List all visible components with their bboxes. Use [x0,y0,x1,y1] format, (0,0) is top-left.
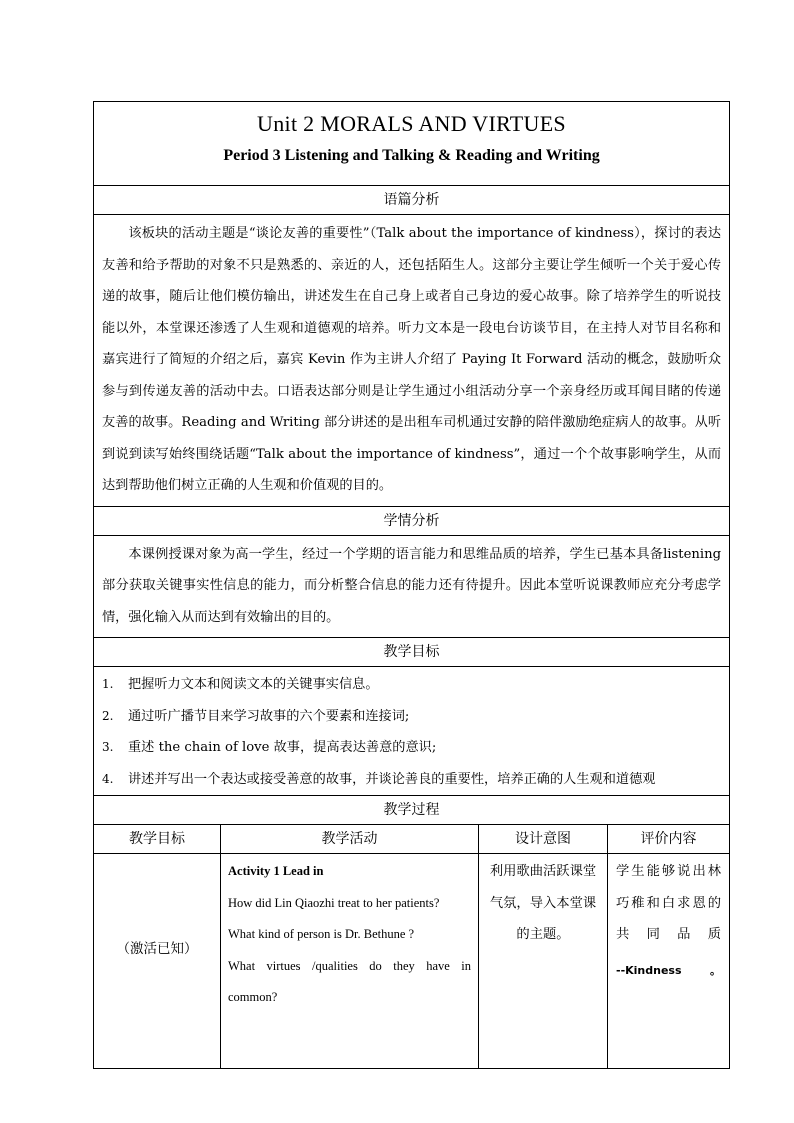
row-intent: 利用歌曲活跃课堂气氛，导入本堂课的主题。 [479,854,608,1069]
evaluation-text: 学生能够说出林巧稚和白求恩的共同品质 [616,864,722,942]
text-analysis-heading: 语篇分析 [94,186,730,215]
student-analysis-cell [94,535,730,638]
activity-title: Activity 1 Lead in [228,864,324,878]
unit-title: Unit 2 MORALS AND VIRTUES [257,111,566,136]
row-evaluation [608,854,730,1069]
row-objective: （激活已知） [94,854,221,1069]
student-analysis-heading: 学情分析 [94,506,730,535]
column-header-evaluation: 评价内容 [608,825,730,854]
goal-text: 通过听广播节目来学习故事的六个要素和连接词; [128,708,410,724]
title-cell [94,102,730,186]
column-header-activity: 教学活动 [221,825,479,854]
table-row [94,854,730,1069]
goal-item [102,732,721,764]
goal-item [102,764,721,796]
column-header-intent: 设计意图 [479,825,608,854]
row-activity [221,854,479,1069]
student-analysis-body: 本课例授课对象为高一学生，经过一个学期的语言能力和思维品质的培养，学生已基本具备listening 部分获取关键事实性信息的能力，而分析整合信息的能力还有待提升。因此本堂听说课教师应充分考虑学情，强化输入从而达到有效输出的目的。 [102,546,722,625]
teaching-goals-cell [94,667,730,796]
column-header-objective: 教学目标 [94,825,221,854]
period-title: Period 3 Listening and Talking & Reading and Writing [223,147,600,164]
activity-question: How did Lin Qiaozhi treat to her patients? [228,895,440,910]
text-analysis-body: 该板块的活动主题是“谈论友善的重要性”（Talk about the importance of kindness），探讨的表达友善和给予帮助的对象不只是熟悉的、亲近的人，还包括陌生人。这部分主要让学生倾听一个关于爱心传递的故事，随后让他们模仿输出，讲述发生在自己身上或者自己身边的爱心故事。除了培养学生的听说技能以外，本堂课还渗透了人生观和道德观的培养。听力文本是一段电台访谈节目，在主持人对节目名称和嘉宾进行了简短的介绍之后，嘉宾 Kevin 作为主讲人介绍了 Paying It Forward 活动的概念，鼓励听众参与到传递友善的活动中去。口语表达部分则是让学生通过小组活动分享一个亲身经历或耳闻目睹的传递友善的故事。Reading and Writing 部分讲述的是出租车司机通过安静的陪伴激励绝症病人的故事。从听到说到读写始终围绕话题“Talk about the importance of kindness”，通过一个个故事影响学生，从而达到帮助他们树立正确的人生观和价值观的目的。 [102,226,722,493]
activity-question: What virtues /qualities do they have in common? [228,958,471,1004]
lesson-plan-table [93,101,730,1069]
goal-number: 4. [102,771,114,786]
goal-item [102,701,721,733]
goal-text: 讲述并写出一个表达或接受善意的故事，并谈论善良的重要性，培养正确的人生观和道德观 [128,771,656,787]
goal-number: 3. [102,740,114,754]
evaluation-keyword: --Kindness。 [616,963,722,977]
goal-text: 重述 the chain of love 故事，提高表达善意的意识; [128,740,437,755]
text-analysis-cell [94,215,730,507]
lesson-plan [93,101,729,1069]
teaching-goals-list [94,667,729,795]
goal-item [102,669,721,701]
teaching-goals-heading: 教学目标 [94,638,730,667]
goal-text: 把握听力文本和阅读文本的关键事实信息。 [128,677,379,692]
goal-number: 2. [102,708,114,723]
activity-question: What kind of person is Dr. Bethune ? [228,927,415,941]
teaching-process-heading: 教学过程 [94,796,730,825]
goal-number: 1. [102,677,114,691]
